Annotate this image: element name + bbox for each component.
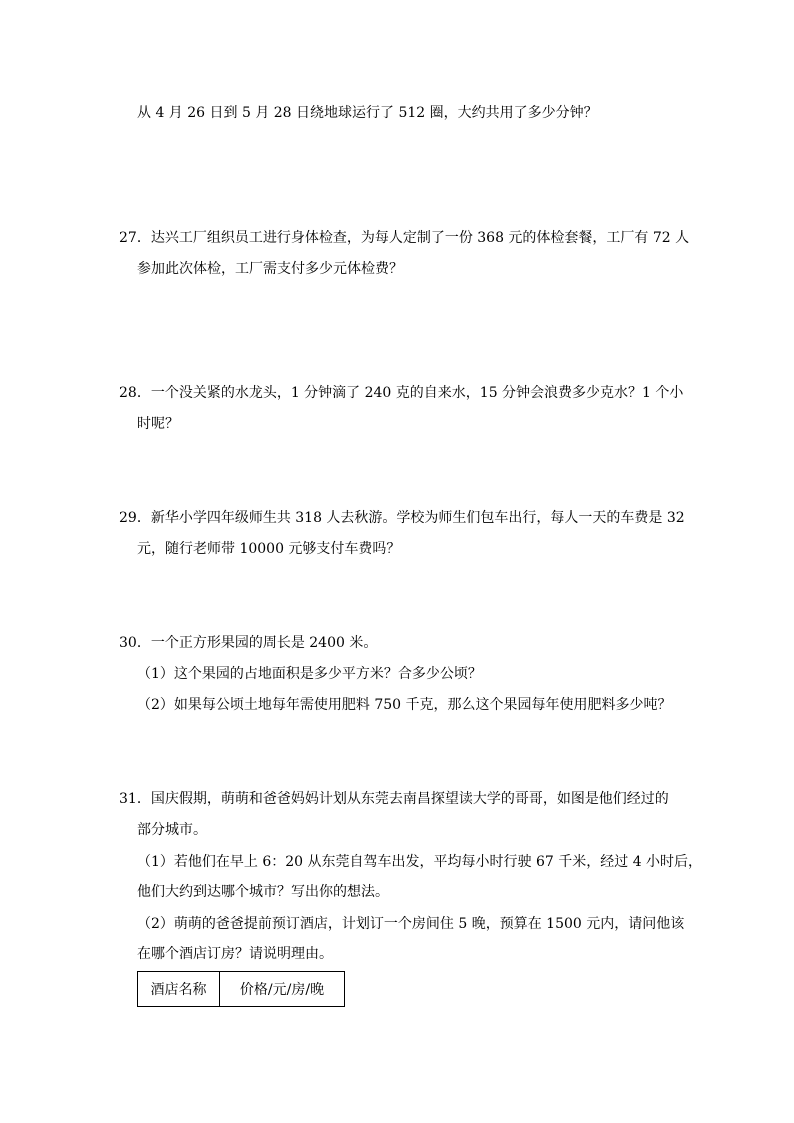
hotel-name-header: 酒店名称 [138,972,220,1007]
question-31-sub-1-line-1: （1）若他们在早上 6：20 从东莞自驾车出发，平均每小时行驶 67 千米，经过 4 小时后， [137,854,703,870]
question-28-line-2: 时呢？ [137,416,179,432]
question-30-sub-2: （2）如果每公顷土地每年需使用肥料 750 千克，那么这个果园每年使用肥料多少吨？ [137,697,672,713]
question-29-line-2: 元，随行老师带 10000 元够支付车费吗？ [137,541,401,557]
question-31-sub-2-line-1: （2）萌萌的爸爸提前预订酒店，计划订一个房间住 5 晚，预算在 1500 元内，请问他该 [137,916,685,932]
question-30-sub-1: （1）这个果园的占地面积是多少平方米？合多少公顷？ [137,666,482,682]
question-30-line-1: 30．一个正方形果园的周长是 2400 米。 [119,635,378,651]
question-28-line-1: 28．一个没关紧的水龙头，1 分钟滴了 240 克的自来水，15 分钟会浪费多少克水？1 个小 [119,385,684,401]
question-31-sub-1-line-2: 他们大约到达哪个城市？写出你的想法。 [137,884,389,900]
question-27-line-2: 参加此次体检，工厂需支付多少元体检费？ [137,261,403,277]
question-27-line-1: 27．达兴工厂组织员工进行身体检查，为每人定制了一份 368 元的体检套餐，工厂有 72 人 [119,230,690,246]
question-29-line-1: 29．新华小学四年级师生共 318 人去秋游。学校为师生们包车出行，每人一天的车费是 32 [119,510,685,526]
question-31-line-2: 部分城市。 [137,822,207,838]
question-31-line-1: 31．国庆假期，萌萌和爸爸妈妈计划从东莞去南昌探望读大学的哥哥，如图是他们经过的 [119,791,669,807]
question-26-continuation: 从 4 月 26 日到 5 月 28 日绕地球运行了 512 圈，大约共用了多少分钟？ [137,105,598,121]
hotel-table [137,971,345,1007]
question-31-sub-2-line-2: 在哪个酒店订房？请说明理由。 [137,946,333,962]
hotel-table-header-row [138,972,345,1007]
hotel-price-header: 价格/元/房/晚 [220,972,345,1007]
